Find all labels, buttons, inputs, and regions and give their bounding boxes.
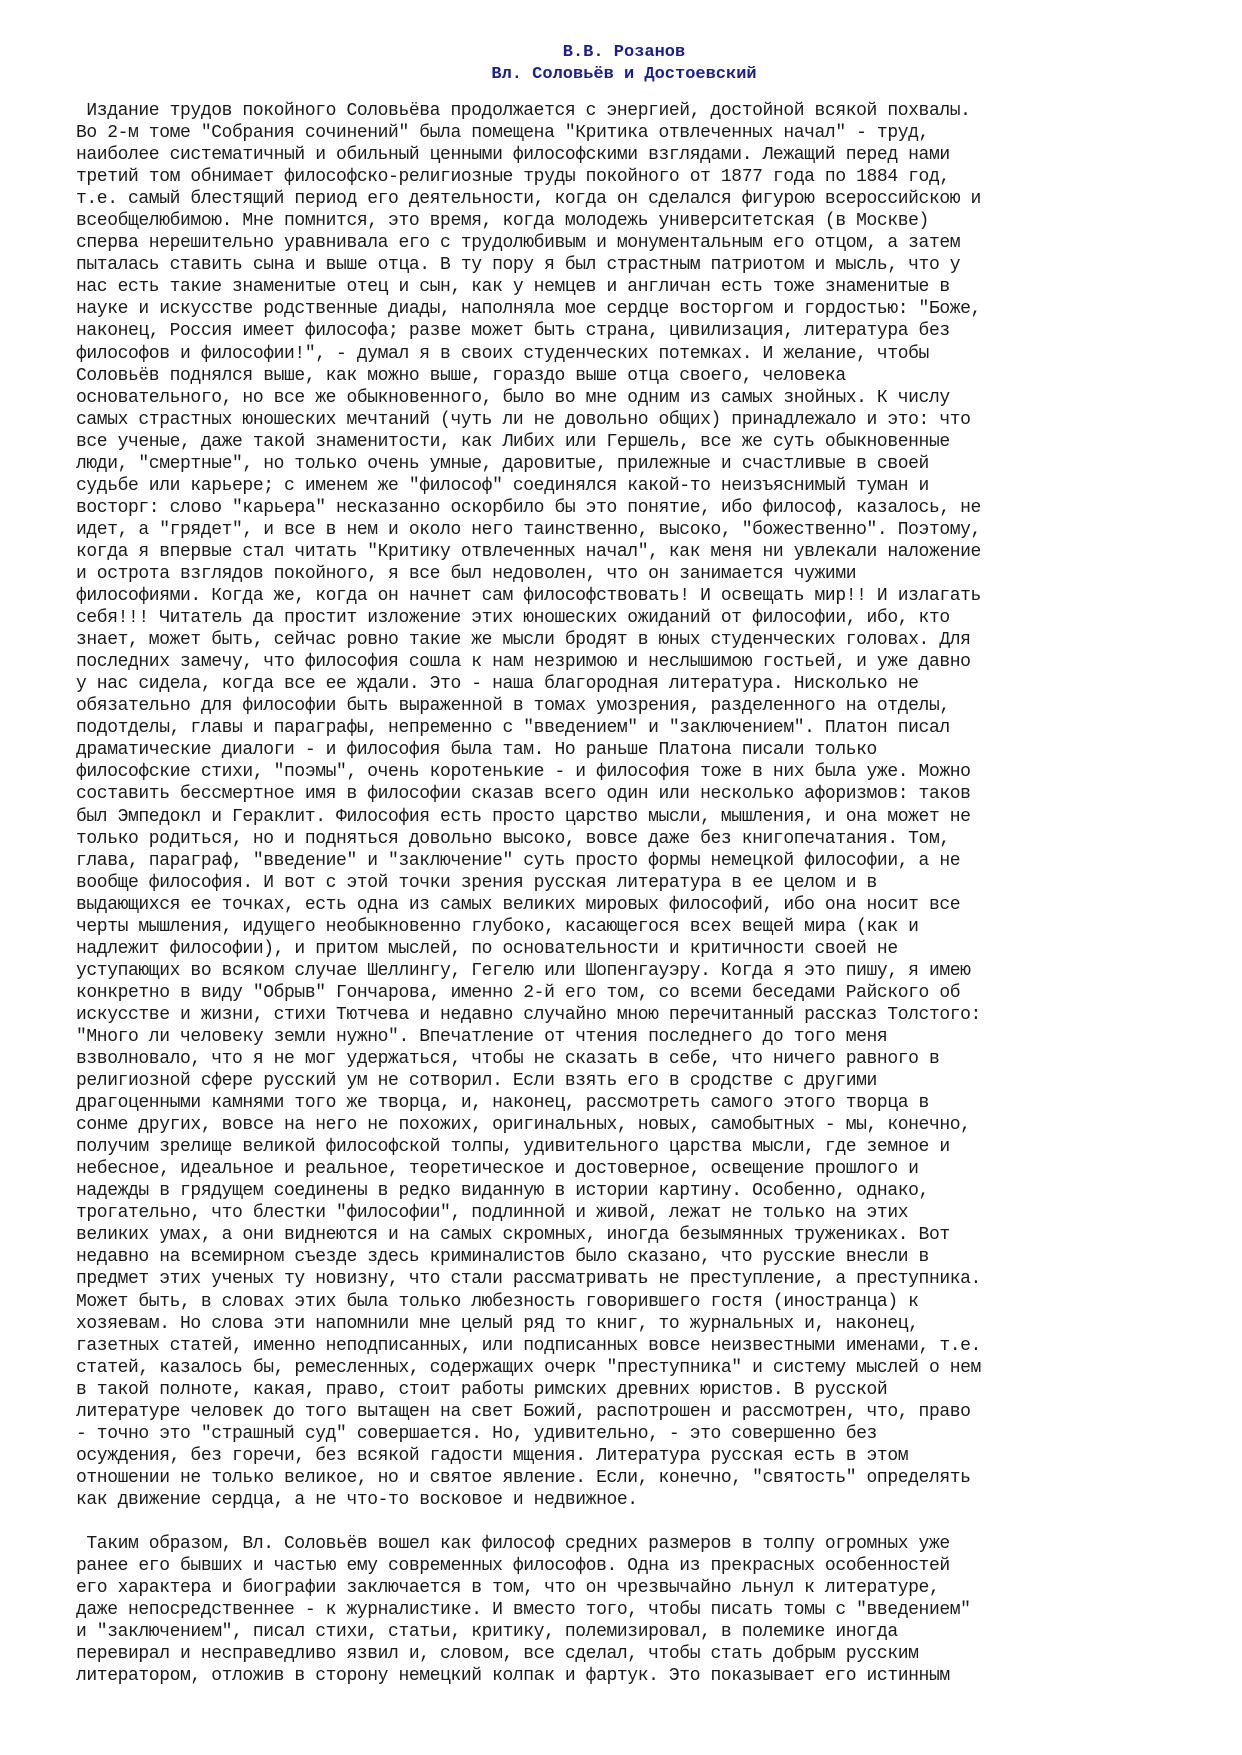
article-title: Вл. Соловьёв и Достоевский	[491, 65, 757, 84]
paragraph-1: Издание трудов покойного Соловьёва продолжается с энергией, достойной всякой похвалы. Во 2-м томе "Собрания сочинений" была помещена "Критика отвлеченных начал" - труд, наиболее систематичный и обильный ценными философскими взглядами. Лежащий перед нами третий том обнимает философско-религиозные труды покойного от 1877 года по 1884 год, т.е. самый блестящий период его деятельности, когда он сделался фигурою всероссийскою и всеобщелюбимою. Мне помнится, это время, когда молодежь университетская (в Москве) сперва нерешительно уравнивала его с трудолюбивым и монументальным его отцом, а затем пыталась ставить сына и выше отца. В ту пору я был страстным патриотом и мысль, что у нас есть такие знаменитые отец и сын, как у немцев и англичан есть тоже знаменитые в науке и искусстве родственные диады, наполняла мое сердце восторгом и гордостью: "Боже, наконец, Россия имеет философа; разве может быть страна, цивилизация, литература без философов и философии!", - думал я в своих студенческих потемках. И желание, чтобы Соловьёв поднялся выше, как можно выше, гораздо выше отца своего, человека основательного, но все же обыкновенного, было во мне одним из самых знойных. К числу самых страстных юношеских мечтаний (чуть ли не довольно общих) принадлежало и это: что все ученые, даже такой знаменитости, как Либих или Гершель, все же суть обыкновенные люди, "смертные", но только очень умные, даровитые, прилежные и счастливые в своей судьбе или карьере; с именем же "философ" соединялся какой-то неизъяснимый туман и восторг: слово "карьера" несказанно оскорбило бы это понятие, ибо философ, казалось, не идет, а "грядет", и все в нем и около него таинственно, высоко, "божественно". Поэтому, когда я впервые стал читать "Критику отвлеченных начал", как меня ни увлекали наложение и острота взглядов покойного, я все был недоволен, что он занимается чужими философиями. Когда же, когда он начнет сам философствовать! И освещать мир!! И излагать себя!!! Читатель да простит изложение этих юношеских ожиданий от философии, ибо, кто знает, может быть, сейчас ровно такие же мысли бродят в юных студенческих головах. Для последних замечу, что философия сошла к нам незримою и неслышимою гостьей, и уже давно у нас сидела, когда все ее ждали. Это - наша благородная литература. Нисколько не обязательно для философии быть выраженной в томах умозрения, разделенного на отделы, подотделы, главы и параграфы, непременно с "введением" и "заключением". Платон писал драматические диалоги - и философия была там. Но раньше Платона писали только философские стихи, "поэмы", очень коротенькие - и философия тоже в них была уже. Можно составить бессмертное имя в философии сказав всего один или несколько афоризмов: таков был Эмпедокл и Гераклит. Философия есть просто царство мысли, мышления, и она может не только родиться, но и подняться довольно высоко, вовсе даже без книгопечатания. Том, глава, параграф, "введение" и "заключение" суть просто формы немецкой философии, а не вообще философия. И вот с этой точки зрения русская литература в ее целом и в выдающихся ее точках, есть одна из самых великих мировых философий, ибо она носит все черты мышления, идущего необыкновенно глубоко, касающегося всех вещей мира (как и надлежит философии), и притом мыслей, по основательности и критичности своей не уступающих во всяком случае Шеллингу, Гегелю или Шопенгауэру. Когда я это пишу, я имею конкретно в виду "Обрыв" Гончарова, именно 2-й его том, со всеми беседами Райского об искусстве и жизни, стихи Тютчева и недавно случайно мною перечитанный рассказ Толстого: "Много ли человеку земли нужно". Впечатление от чтения последнего до того меня взволновало, что я не мог удержаться, чтобы не сказать в себе, что ничего равного в религиозной сфере русский ум не сотворил. Если взять его в сродстве с другими драгоценными камнями того же творца, и, наконец, рассмотреть самого этого творца в сонме других, вовсе на него не похожих, оригинальных, новых, самобытных - мы, конечно, получим зрелище великой философской толпы, удивительного царства мысли, где земное и небесное, идеальное и реальное, теоретическое и достоверное, освещение прошлого и надежды в грядущем соединены в редко виданную в истории картину. Особенно, однако, трогательно, что блестки "философии", подлинной и живой, лежат не только на этих великих умах, а они виднеются и на самых скромных, иногда безымянных тружениках. Вот недавно на всемирном съезде здесь криминалистов было сказано, что русские внесли в предмет этих ученых ту новизну, что стали рассматривать не преступление, а преступника. Может быть, в словах этих была только любезность говорившего гостя (иностранца) к хозяевам. Но слова эти напомнили мне целый ряд то книг, то журнальных и, наконец, газетных статей, именно неподписанных, или подписанных вовсе неизвестными именами, т.е. статей, казалось бы, ремесленных, содержащих очерк "преступника" и систему мыслей о нем в такой полноте, какая, право, стоит работы римских древних юристов. В русской литературе человек до того вытащен на свет Божий, распотрошен и рассмотрен, что, право - точно это "страшный суд" совершается. Но, удивительно, - это совершенно без осуждения, без горечи, без всякой гадости мщения. Литература русская есть в этом отношении не только великое, но и святое явление. Если, конечно, "святость" определять как движение сердца, а не что-то восковое и недвижное.	[76, 101, 981, 1510]
author-name: В.В. Розанов	[562, 43, 686, 62]
document-header	[76, 42, 1172, 86]
paragraph-2: Таким образом, Вл. Соловьёв вошел как философ средних размеров в толпу огромных уже ранее его бывших и частью ему современных философов. Одна из прекрасных особенностей его характера и биографии заключается в том, что он чрезвычайно льнул к литературе, даже непосредственнее - к журналистике. И вместо того, чтобы писать томы с "введением" и "заключением", писал стихи, статьи, критику, полемизировал, в полемике иногда перевирал и несправедливо язвил и, словом, все сделал, чтобы стать добрым русским литератором, отложив в сторону немецкий колпак и фартук. Это показывает его истинным	[76, 1534, 971, 1687]
paragraph-gap	[76, 1511, 1172, 1533]
